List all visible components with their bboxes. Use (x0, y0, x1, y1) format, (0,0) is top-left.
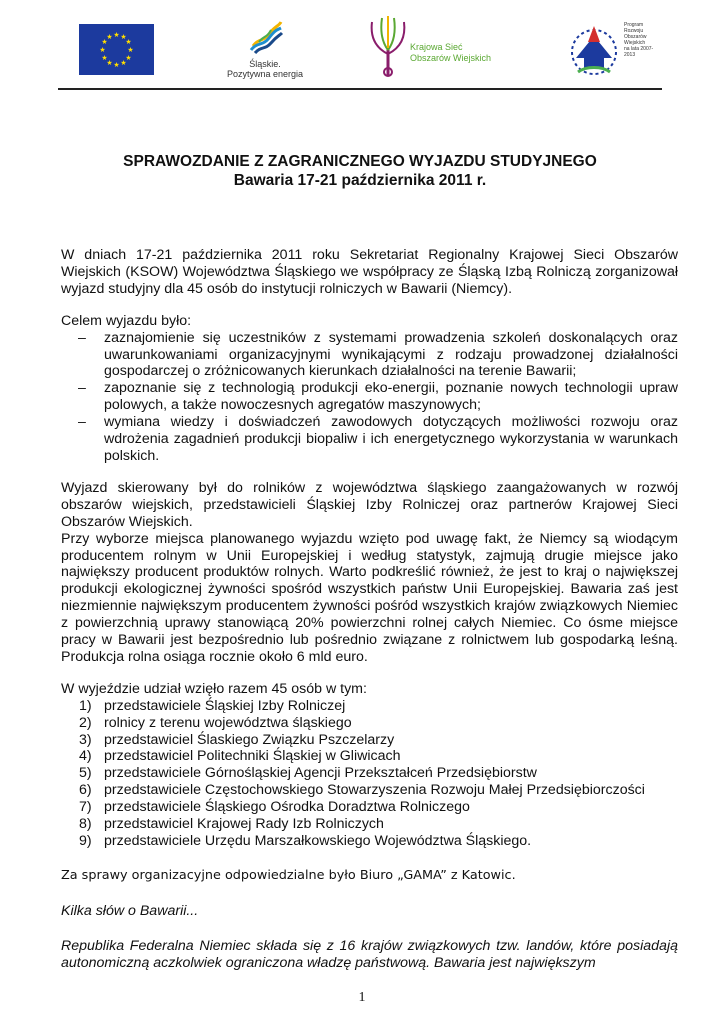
header-divider (58, 88, 662, 90)
prow-line-3: Obszarów (624, 34, 647, 40)
svg-text:★: ★ (99, 46, 106, 54)
goals-heading: Celem wyjazdu było: (61, 312, 192, 329)
prow-line-1: Program (624, 22, 644, 28)
organizer-line: Za sprawy organizacyjne odpowiedzialne było Biuro „GAMA” z Katowic. (61, 867, 516, 883)
list-item: – zaznajomienie się uczestników z systemami prowadzenia szkoleń doskonalących oraz uwarunkowaniami organizacyjnymi wynikającymi z rodzaju prowadzonej działalności gospodarczej o zróżnicowanych kierunkach działalności na terenie Bawarii; (61, 330, 678, 381)
slaskie-waves-icon (245, 16, 285, 54)
list-item: 6) przedstawiciele Częstochowskiego Stowarzyszenia Rozwoju Małej Przedsiębiorczości (79, 782, 645, 799)
svg-text:★: ★ (125, 38, 132, 46)
list-item: 4) przedstawiciel Politechniki Śląskiej w Gliwicach (79, 748, 401, 765)
svg-text:★: ★ (101, 54, 108, 62)
svg-text:★: ★ (120, 33, 127, 41)
participants-heading: W wyjeździe udział wzięło razem 45 osób w tym: (61, 680, 367, 697)
slaskie-logo (220, 16, 310, 82)
svg-text:★: ★ (125, 54, 132, 62)
list-item: 9) przedstawiciele Urzędu Marszałkowskiego Województwa Śląskiego. (79, 833, 532, 849)
prow-line-5: na lata 2007-2013 (624, 46, 654, 58)
list-item: – zapoznanie się z technologią produkcji eko-energii, poznanie nowych technologii upraw polowych, a także nowoczesnych agregatów maszynowych; (61, 380, 678, 414)
svg-text:★: ★ (127, 46, 134, 54)
ksow-logo (366, 14, 496, 78)
header-logos (60, 14, 664, 84)
title-line-1: SPRAWOZDANIE Z ZAGRANICZNEGO WYJAZDU STUDYJNEGO (123, 153, 597, 170)
list-item: 3) przedstawiciel Ślaskiego Związku Pszczelarzy (79, 731, 395, 748)
bavaria-heading: Kilka słów o Bawarii... (61, 902, 199, 919)
list-item: 8) przedstawiciel Krajowej Rady Izb Rolniczych (79, 816, 384, 833)
svg-text:★: ★ (120, 59, 127, 67)
prow-text (624, 22, 662, 58)
slaskie-caption-2: Pozytywna energia (226, 69, 304, 79)
list-item: 7) przedstawiciele Śląskiego Ośrodka Doradztwa Rolniczego (79, 799, 470, 816)
ksow-line-2: Obszarów Wiejskich (410, 53, 492, 63)
document-title (58, 152, 662, 190)
target-paragraph: Wyjazd skierowany był do rolników z województwa śląskiego zaangażowanych w rozwój obszarów wiejskich, przedstawicieli Śląskiej Izby Rolniczej oraz partnerów Krajowej Sieci Obszarów Wiejskich. (61, 479, 678, 530)
page-number: 1 (358, 990, 366, 1005)
eu-flag-logo (79, 24, 154, 75)
list-item: 5) przedstawiciele Górnośląskiej Agencji Przekształceń Przedsiębiorstw (79, 765, 537, 782)
list-item: 1) przedstawiciele Śląskiej Izby Rolniczej (79, 697, 346, 714)
prow-emblem-icon (566, 22, 622, 78)
svg-text:★: ★ (106, 33, 113, 41)
svg-text:★: ★ (101, 38, 108, 46)
slaskie-caption-1: Śląskie. (249, 59, 281, 69)
list-item: 2) rolnicy z terenu województwa śląskiego (79, 714, 352, 731)
goals-list (61, 330, 678, 465)
document-body (61, 247, 678, 972)
svg-text:★: ★ (106, 59, 113, 67)
bavaria-paragraph: Republika Federalna Niemiec składa się z 16 krajów związkowych tzw. landów, które posiadają autonomiczną aczkolwiek ograniczona władzę państwową. Bawaria jest największym (61, 937, 678, 971)
title-line-2: Bawaria 17-21 października 2011 r. (233, 172, 487, 189)
ksow-line-1: Krajowa Sieć (410, 42, 463, 52)
ksow-tree-icon (366, 14, 410, 78)
prow-line-2: Rozwoju (624, 28, 644, 34)
choice-paragraph: Przy wyborze miejsca planowanego wyjazdu wzięto pod uwagę fakt, że Niemcy są wiodącym producentem rolnym w Unii Europejskiej i według statystyk, zajmują drugie miejsce jako największy producent produktów rolnych. Warto podkreślić również, że jest to kraj o największej produkcji ekologicznej żywności spośród wszystkich państw Unii Europejskiej. Bawaria zaś jest niezmiennie największym producentem żywności pośród wszystkich krajów związkowych Niemiec z powierzchnią uprawy stanowiącą 20% powierzchni rolnej całych Niemiec. Co ósme miejsce pracy w Bawarii jest bezpośrednio lub pośrednio związane z rolnictwem lub gospodarką leśną. Produkcja rolna osiąga rocznie około 6 mld euro. (61, 530, 678, 665)
list-item: – wymiana wiedzy i doświadczeń zawodowych dotyczących możliwości rozwoju oraz wdrożenia zagadnień produkcji biopaliw i ich energetycznego wykorzystania w warunkach polskich. (61, 414, 678, 465)
intro-paragraph: W dniach 17-21 października 2011 roku Sekretariat Regionalny Krajowej Sieci Obszarów Wiejskich (KSOW) Województwa Śląskiego we współpracy ze Śląską Izbą Rolniczą zorganizował wyjazd studyjny dla 45 osób do instytucji rolniczych w Bawarii (Niemcy). (61, 247, 678, 297)
prow-line-4: Wiejskich (624, 40, 646, 46)
svg-text:★: ★ (113, 61, 120, 69)
prow-logo (566, 22, 662, 80)
ksow-text (410, 42, 491, 64)
svg-text:★: ★ (113, 31, 120, 39)
participants-list (61, 698, 678, 850)
